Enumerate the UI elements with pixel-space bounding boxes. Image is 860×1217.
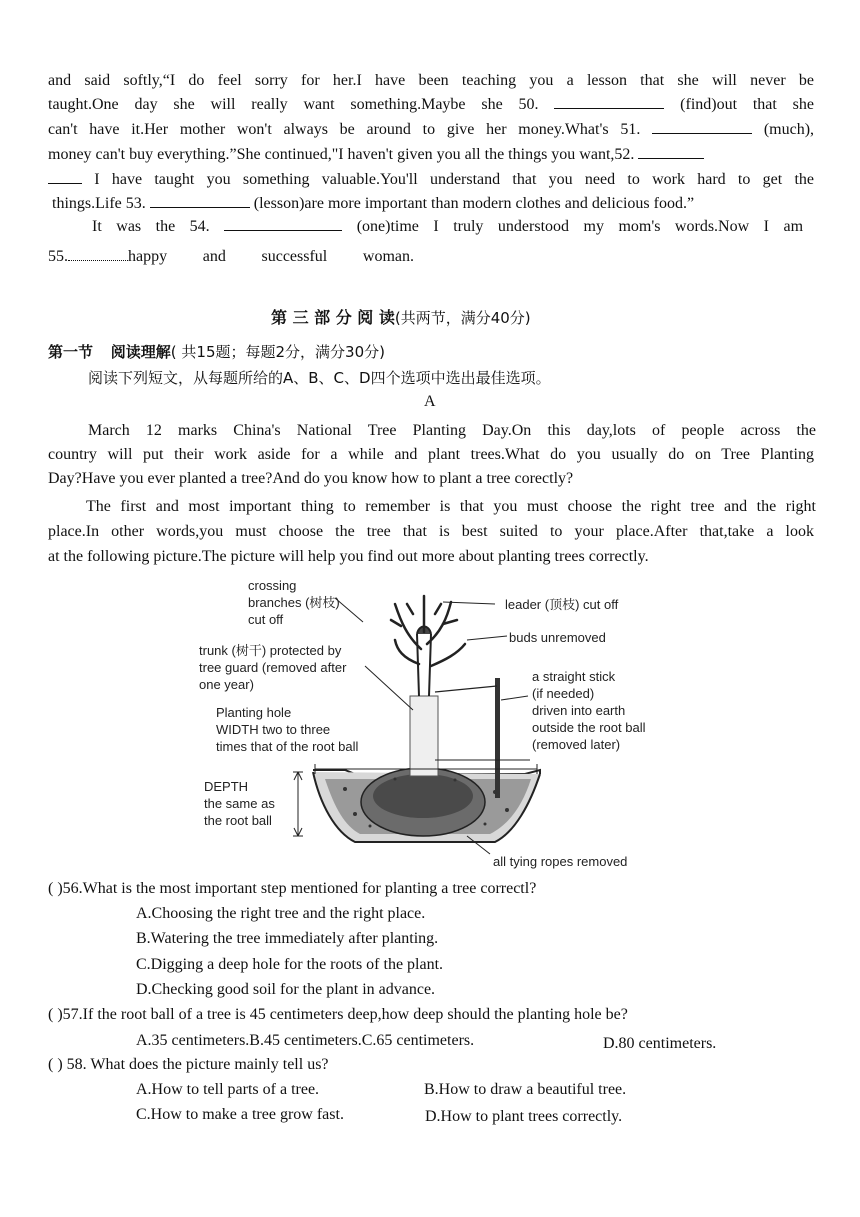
label-line: a straight stick — [532, 669, 616, 684]
cloze-line-8 — [48, 245, 414, 269]
question-56-stem: ( )56.What is the most important step mentioned for planting a tree correctl? — [48, 880, 537, 897]
label-line: driven into earth — [532, 703, 626, 718]
cloze-line-5 — [48, 168, 814, 192]
blank-52[interactable] — [638, 144, 704, 159]
label-width-rest: two to three — [258, 722, 331, 737]
cloze-text: taught.One day she will really want something.Maybe she 50. — [48, 96, 539, 113]
label-stick — [532, 668, 645, 753]
section-heading — [271, 305, 531, 328]
cloze-text: can't have it.Her mother won't always be around to give her money.What's 51. — [48, 121, 641, 138]
tree-planting-figure — [195, 574, 665, 870]
blank-53[interactable] — [150, 193, 250, 208]
part-label: 第一节 — [48, 343, 94, 361]
label-ropes: all tying ropes removed — [493, 854, 628, 869]
cloze-line-6 — [52, 192, 818, 216]
label-depth — [204, 778, 275, 829]
option-58-c[interactable]: C.How to make a tree grow fast. — [136, 1106, 344, 1123]
cloze-text: (find)out that she — [680, 96, 814, 113]
label-line: trunk (树干) protected by — [199, 643, 342, 658]
cloze-line-3 — [48, 118, 814, 142]
label-line: crossing — [248, 578, 297, 593]
passage-line: place.In other words,you must choose the tree that is best suited to your place.After that,take a look — [48, 523, 814, 540]
cloze-text: happy and successful woman. — [128, 248, 414, 265]
cloze-text: money can't buy everything.”She continued,"I haven't given you all the things you want,52. — [48, 146, 635, 163]
option-58-d[interactable]: D.How to plant trees correctly. — [425, 1108, 623, 1125]
cloze-text: (lesson)are more important than modern clothes and delicious food.” — [253, 195, 695, 212]
label-buds: buds unremoved — [509, 630, 606, 645]
passage-line: country will put their work aside for a while and plant trees.What do you usually do on Tree Planting — [48, 446, 814, 463]
part-heading — [48, 341, 385, 362]
label-line: cut off — [248, 612, 284, 627]
label-line: (removed later) — [532, 737, 621, 752]
passage-line: March 12 marks China's National Tree Planting Day.On this day,lots of people across the — [88, 422, 816, 439]
label-line: one year) — [199, 677, 254, 692]
section-title: 第 三 部 分 阅 读 — [271, 308, 395, 327]
label-width: WIDTH — [216, 722, 259, 737]
part-title: 阅读理解 — [110, 343, 171, 361]
options-57-abc[interactable]: A.35 centimeters.B.45 centimeters.C.65 centimeters. — [136, 1032, 475, 1049]
blank-52-cont[interactable] — [48, 169, 82, 184]
option-57-d[interactable]: D.80 centimeters. — [603, 1035, 717, 1052]
part-note: ( 共15题；每题2分，满分30分) — [170, 343, 385, 361]
instruction: 阅读下列短文，从每题所给的A、B、C、D四个选项中选出最佳选项。 — [88, 369, 551, 387]
option-56-c[interactable]: C.Digging a deep hole for the roots of the plant. — [136, 956, 444, 973]
cloze-text: I have taught you something valuable.You'll understand that you need to work hard to get the — [94, 171, 814, 188]
label-planting-hole — [216, 704, 358, 755]
cloze-line-4 — [48, 143, 814, 167]
option-58-a[interactable]: A.How to tell parts of a tree. — [136, 1081, 320, 1098]
option-56-b[interactable]: B.Watering the tree immediately after planting. — [136, 930, 439, 947]
label-line: Planting hole — [216, 705, 292, 720]
blank-50[interactable] — [554, 94, 664, 109]
option-56-a[interactable]: A.Choosing the right tree and the right place. — [136, 905, 426, 922]
label-line: times that of the root ball — [216, 739, 359, 754]
option-58-b[interactable]: B.How to draw a beautiful tree. — [424, 1081, 627, 1098]
blank-55[interactable] — [68, 246, 128, 261]
label-line: branches (树枝) — [248, 595, 340, 610]
cloze-text: things.Life 53. — [52, 195, 146, 212]
cloze-text: It was the 54. — [92, 218, 210, 235]
question-57-stem: ( )57.If the root ball of a tree is 45 centimeters deep,how deep should the planting hole be? — [48, 1006, 628, 1023]
label-trunk — [199, 642, 346, 693]
blank-54[interactable] — [224, 216, 342, 231]
label-line: tree guard (removed after — [199, 660, 347, 675]
cloze-line-2 — [48, 93, 814, 117]
label-line: (if needed) — [532, 686, 595, 701]
cloze-text: 55. — [48, 248, 68, 265]
passage-line: Day?Have you ever planted a tree?And do you know how to plant a tree corectly? — [48, 470, 574, 487]
cloze-line-7 — [92, 215, 803, 239]
label-line: the root ball — [204, 813, 272, 828]
section-title-note: (共两节，满分40分) — [394, 309, 531, 327]
question-58-stem: ( ) 58. What does the picture mainly tell us? — [48, 1056, 329, 1073]
blank-51[interactable] — [652, 119, 752, 134]
label-crossing-branches — [248, 577, 340, 628]
option-56-d[interactable]: D.Checking good soil for the plant in advance. — [136, 981, 436, 998]
cloze-text: (one)time I truly understood my mom's words.Now I am — [356, 218, 804, 235]
cloze-text: (much), — [763, 121, 815, 138]
label-line: DEPTH — [204, 779, 249, 794]
label-leader: leader (顶枝) cut off — [505, 597, 619, 612]
passage-line: The first and most important thing to remember is that you must choose the right tree and the right — [86, 498, 816, 515]
label-line: the same as — [204, 796, 275, 811]
cloze-line-1: and said softly,“I do feel sorry for her.I have been teaching you a lesson that she will never be — [48, 72, 814, 89]
passage-letter: A — [424, 393, 436, 410]
passage-line: at the following picture.The picture will help you find out more about planting trees correctly. — [48, 548, 649, 565]
label-line: outside the root ball — [532, 720, 646, 735]
